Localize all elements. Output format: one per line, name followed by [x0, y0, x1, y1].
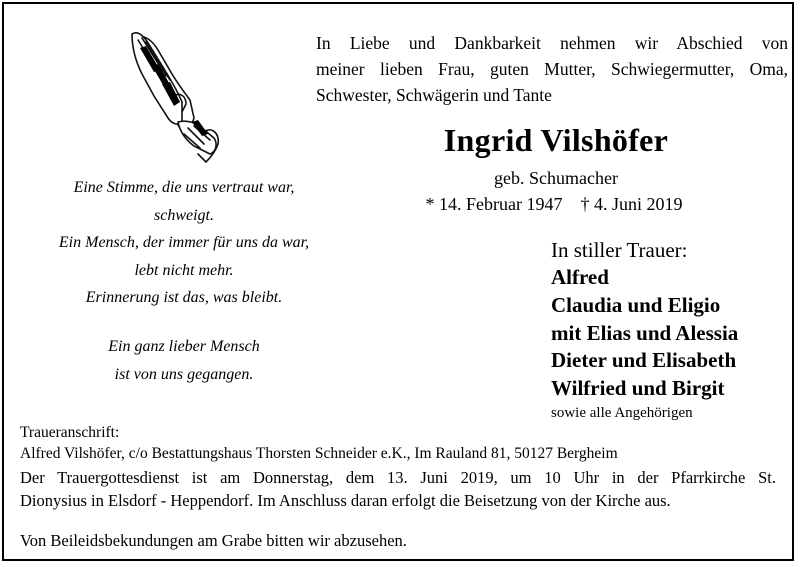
poem-second: [34, 333, 334, 388]
mourner-name: Alfred: [551, 265, 609, 289]
mourner-name: Claudia und Eligio: [551, 292, 721, 317]
address-text: Alfred Vilshöfer, c/o Bestattungshaus Thorsten Schneider e.K., Im Rauland 81, 50127 Bergheim: [20, 445, 618, 462]
closing-note: Von Beileidsbekundungen am Grabe bitten wir abzusehen.: [20, 531, 407, 550]
mourner-name: mit Elias und Alessia: [551, 320, 739, 345]
mourner-name: Dieter und Elisabeth: [551, 348, 737, 373]
mourning-address: [20, 422, 780, 464]
poem: [34, 174, 334, 312]
mourner-name: Wilfried und Birgit: [551, 376, 725, 401]
life-dates: * 14. Februar 1947 † 4. Juni 2019: [425, 194, 683, 214]
mourners-others: sowie alle Angehörigen: [551, 404, 693, 421]
mourners-heading: In stiller Trauer:: [551, 238, 688, 262]
intro-line: In Liebe und Dankbarkeit nehmen wir Abschied von: [316, 33, 788, 53]
poem-line: Erinnerung ist das, was bleibt.: [85, 289, 283, 306]
poem-line: schweigt.: [154, 206, 214, 224]
poem-line: Ein Mensch, der immer für uns da war,: [58, 234, 310, 251]
mourners-block: [551, 236, 791, 423]
address-label: Traueranschrift:: [20, 424, 120, 441]
intro-text: [316, 30, 788, 108]
intro-line: meiner lieben Frau, guten Mutter, Schwiegermutter, Oma,: [316, 59, 788, 79]
birth-name: geb. Schumacher: [494, 168, 618, 188]
intro-line: Schwester, Schwägerin und Tante: [316, 85, 552, 105]
poem-line: Eine Stimme, die uns vertraut war,: [73, 179, 295, 196]
poem-line: Ein ganz lieber Mensch: [108, 338, 260, 355]
obituary-notice: [2, 2, 794, 561]
service-info: [20, 466, 776, 512]
praying-hands-icon: [122, 26, 222, 166]
service-line: Dionysius in Elsdorf - Heppendorf. Im Anschluss daran erfolgt die Beisetzung von der Kirche aus.: [20, 491, 671, 510]
service-line: Der Trauergottesdienst ist am Donnerstag, dem 13. Juni 2019, um 10 Uhr in der Pfarrkirche St.: [20, 468, 776, 487]
poem-line: ist von uns gegangen.: [114, 365, 254, 383]
poem-line: lebt nicht mehr.: [134, 261, 234, 279]
deceased-name: Ingrid Vilshöfer: [443, 122, 669, 158]
